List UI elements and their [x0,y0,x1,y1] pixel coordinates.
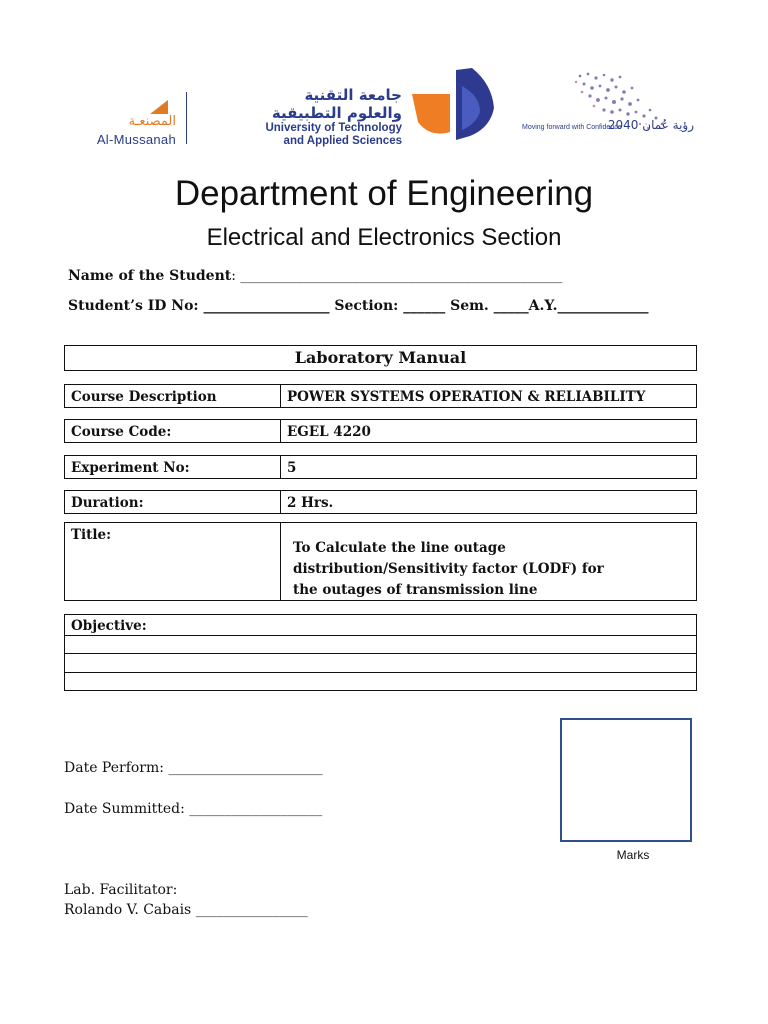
title-value [281,523,696,600]
title-line-2: distribution/Sensitivity factor (LODF) for [293,561,604,577]
row-experiment-no [64,455,697,479]
al-mussanah-flag-icon [150,100,168,114]
vision-dots-icon [520,66,700,146]
duration-label: Duration: [65,491,281,513]
department-title: Department of Engineering [174,174,594,213]
university-name-arabic-2: والعلوم التطبيقية [271,104,402,122]
student-name-line [68,268,562,284]
vision-tagline: Moving forward with Confidence [522,124,622,131]
student-name-label: Name of the Student [68,268,232,284]
facilitator-name-line: Rolando V. Cabais ________________ [64,902,308,918]
experiment-no-value: 5 [287,460,297,476]
title-line-1: To Calculate the line outage [293,540,506,556]
university-name [212,86,402,150]
vision-arabic: رؤية عُمان 2040 [607,118,694,132]
objective-rule-3 [65,672,696,673]
al-mussanah-english: Al-Mussanah [96,132,176,147]
university-name-english-2: and Applied Sciences [283,135,402,147]
utas-emblem-icon [410,66,496,146]
student-name-blank[interactable]: : ______________________________________________ [231,268,563,284]
title-line-3: the outages of transmission line [293,582,538,598]
marks-box[interactable] [560,718,692,842]
oman-vision-2040-logo [520,66,700,146]
objective-box [64,614,697,691]
lab-manual-heading: Laboratory Manual [64,345,697,371]
logo-divider [186,92,187,144]
facilitator-label: Lab. Facilitator: [64,882,178,898]
row-course-code [64,419,697,443]
row-course-description [64,384,697,408]
row-title [64,522,697,601]
objective-rule-2 [65,653,696,654]
row-duration [64,490,697,514]
date-submitted-line[interactable]: Date Summitted: ___________________ [64,801,323,817]
al-mussanah-arabic: المصنعـة [128,114,176,129]
course-description-label: Course Description [65,385,281,407]
marks-label: Marks [616,848,650,862]
student-id-line[interactable]: Student’s ID No: __________________ Section: ______ Sem. _____A.Y._____________ [68,298,649,314]
university-name-arabic-1: جامعة التقنية [304,86,402,104]
course-description-value: POWER SYSTEMS OPERATION & RELIABILITY [287,389,646,405]
course-code-value: EGEL 4220 [287,424,371,440]
al-mussanah-logo [76,100,176,150]
objective-rule-1 [65,635,696,636]
date-perform-line[interactable]: Date Perform: ______________________ [64,760,323,776]
experiment-no-label: Experiment No: [65,456,281,478]
title-label: Title: [65,523,281,600]
duration-value: 2 Hrs. [287,495,334,511]
course-code-label: Course Code: [65,420,281,442]
university-name-english-1: University of Technology [265,122,402,134]
section-subtitle: Electrical and Electronics Section [206,224,562,251]
objective-label: Objective: [71,618,147,634]
